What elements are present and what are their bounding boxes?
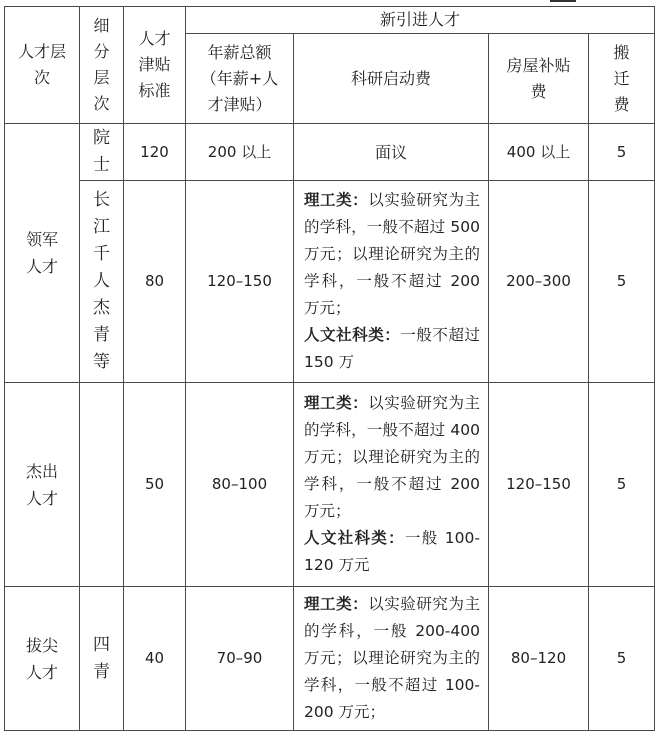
fund-cell: 面议 <box>294 124 489 181</box>
housing-cell: 200–300 <box>489 181 589 383</box>
relocation-cell: 5 <box>589 383 655 587</box>
annual-cell: 80–100 <box>186 383 294 587</box>
header-new-talent: 新引进人才 <box>186 7 655 34</box>
subsidy-cell: 40 <box>124 587 186 731</box>
annual-cell: 120–150 <box>186 181 294 383</box>
annual-cell: 200 以上 <box>186 124 294 181</box>
fund-science: 理工类：以实验研究为主的学科，一般不超过 500 万元；以理论研究为主的学科，一般不超过 200 万元； <box>304 191 480 317</box>
table-row <box>5 181 655 383</box>
subsidy-cell: 80 <box>124 181 186 383</box>
relocation-cell: 5 <box>589 124 655 181</box>
table-row <box>5 124 655 181</box>
fund-humanities: 人文社科类：一般不超过 150 万 <box>304 326 480 371</box>
subsidy-cell: 50 <box>124 383 186 587</box>
housing-cell: 400 以上 <box>489 124 589 181</box>
sublevel-cell <box>80 383 124 587</box>
header-housing: 房屋补贴费 <box>489 34 589 124</box>
header-level: 人才层次 <box>5 7 80 124</box>
annual-cell: 70–90 <box>186 587 294 731</box>
top-rule <box>550 0 576 2</box>
header-sublevel: 细分层次 <box>80 7 124 124</box>
level-cell: 领军人才 <box>5 124 80 383</box>
header-relocation: 搬迁费 <box>589 34 655 124</box>
fund-cell <box>294 181 489 383</box>
table-row <box>5 587 655 731</box>
relocation-cell: 5 <box>589 587 655 731</box>
level-cell: 拔尖人才 <box>5 587 80 731</box>
fund-cell <box>294 383 489 587</box>
housing-cell: 120–150 <box>489 383 589 587</box>
talent-table <box>4 6 655 731</box>
subsidy-cell: 120 <box>124 124 186 181</box>
header-annual-total: 年薪总额（年薪+人才津贴） <box>186 34 294 124</box>
sublevel-cell: 四青 <box>80 587 124 731</box>
fund-science: 理工类：以实验研究为主的学科，一般不超过 400 万元；以理论研究为主的学科，一般不超过 200 万元； <box>304 394 480 520</box>
fund-cell <box>294 587 489 731</box>
relocation-cell: 5 <box>589 181 655 383</box>
fund-science: 理工类：以实验研究为主的学科，一般 200-400 万元；以理论研究为主的学科，一般不超过 100-200 万元； <box>304 595 480 721</box>
housing-cell: 80–120 <box>489 587 589 731</box>
level-cell: 杰出人才 <box>5 383 80 587</box>
sublevel-cell: 长江千人杰青等 <box>80 181 124 383</box>
sublevel-cell: 院士 <box>80 124 124 181</box>
table-row <box>5 383 655 587</box>
header-subsidy-standard: 人才津贴标准 <box>124 7 186 124</box>
header-research-fund: 科研启动费 <box>294 34 489 124</box>
fund-humanities: 人文社科类：一般 100-120 万元 <box>304 529 480 574</box>
